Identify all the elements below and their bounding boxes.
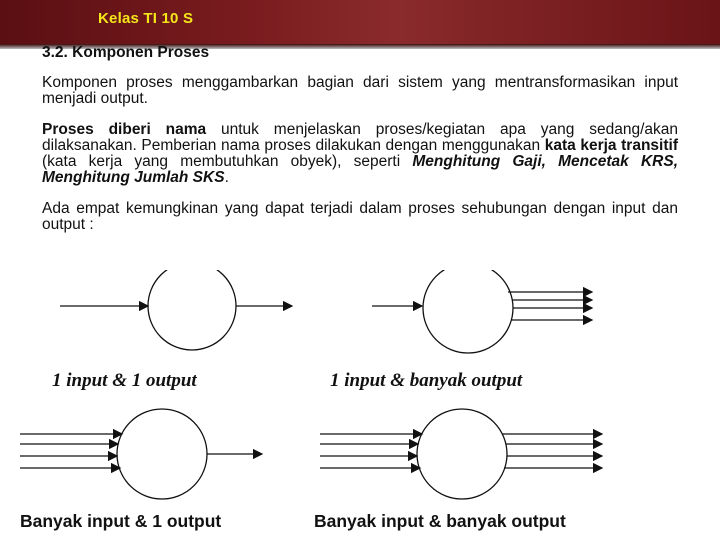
document-body	[42, 44, 678, 248]
process-circle	[417, 409, 507, 499]
process-circle	[148, 270, 236, 350]
process-circle	[423, 270, 513, 353]
diagram-many-input-many-output	[300, 408, 710, 508]
diagram-4-caption: Banyak input & banyak output	[314, 511, 566, 531]
diagram-1-caption: 1 input & 1 output	[52, 370, 197, 391]
bold-term-1: Proses diberi nama	[42, 121, 207, 138]
bold-term-2: kata kerja transitif	[544, 137, 678, 154]
paragraph-2	[42, 122, 678, 186]
page-title: Kelas TI 10 S	[98, 10, 194, 27]
example-list: Menghitung Gaji, Mencetak KRS, Menghitung Jumlah SKS	[42, 153, 678, 186]
process-circle	[117, 409, 207, 499]
diagram-2-caption: 1 input & banyak output	[330, 370, 523, 391]
section-heading: 3.2. Komponen Proses	[42, 44, 210, 61]
paragraph-2-end: .	[224, 169, 229, 186]
paragraph-3: Ada empat kemungkinan yang dapat terjadi dalam proses sehubungan dengan input dan output :	[42, 200, 678, 233]
paragraph-2-text-a: untuk menjelaskan proses/kegiatan apa yang sedang/akan dilaksanakan. Pemberian nama proses dilakukan dengan menggunakan	[42, 121, 678, 154]
diagram-3-caption: Banyak input & 1 output	[20, 511, 222, 531]
paragraph-2-text-b: (kata kerja yang membutuhkan obyek), seperti	[42, 153, 413, 170]
diagram-1-input-1-output	[0, 270, 360, 370]
paragraph-1: Komponen proses menggambarkan bagian dari sistem yang mentransformasikan input menjadi output.	[42, 74, 678, 107]
diagram-1-input-many-output	[360, 270, 720, 370]
